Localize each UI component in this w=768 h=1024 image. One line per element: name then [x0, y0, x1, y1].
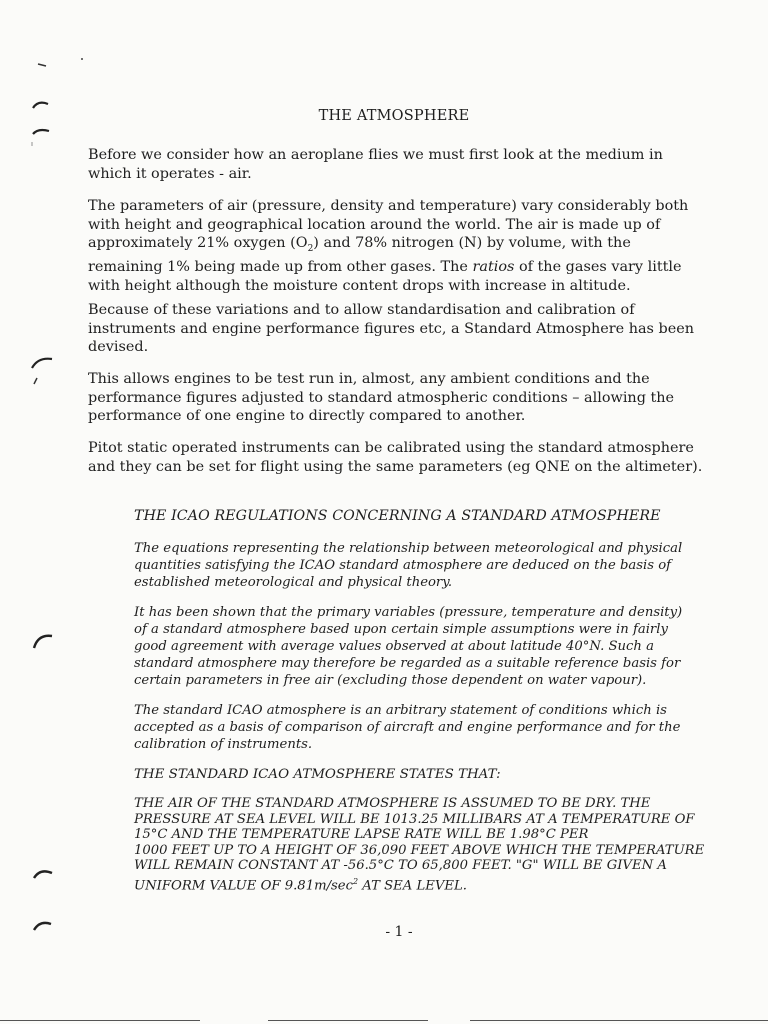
scan-mark-icon	[30, 56, 90, 156]
paragraph-engines: This allows engines to be test run in, almost, any ambient conditions and the performance figures adjusted to standard atmospheric conditions – allowing the performance of one engine to directly compared to another.	[88, 371, 675, 424]
statement-line: PRESSURE AT SEA LEVEL WILL BE 1013.25 MILLIBARS AT A TEMPERATURE OF	[134, 811, 695, 827]
paragraph-pitot: Pitot static operated instruments can be calibrated using the standard atmosphere and they can be set for flight using the same parameters (eg QNE on the altimeter).	[88, 440, 703, 475]
icao-heading: THE ICAO REGULATIONS CONCERNING A STANDARD ATMOSPHERE	[134, 508, 661, 524]
paragraph-intro: Before we consider how an aeroplane flies we must first look at the medium in which it operates - air.	[88, 147, 663, 182]
statement-line: WILL REMAIN CONSTANT AT -56.5°C TO 65,800 FEET. "G" WILL BE GIVEN A	[134, 858, 667, 874]
icao-paragraph: The equations representing the relationship between meteorological and physical quantities satisfying the ICAO standard atmosphere are deduced on the basis of established meteorological and physical theory.	[134, 541, 683, 590]
scan-mark-icon	[30, 628, 60, 658]
footer-rule	[0, 1020, 200, 1021]
statement-line: UNIFORM VALUE OF $9.81m/\sec^2$ AT SEA LEVEL.	[134, 876, 467, 894]
icao-paragraph: The standard ICAO atmosphere is an arbitrary statement of conditions which is accepted as a basis of comparison of aircraft and engine performance and for the calibration of instruments.	[134, 703, 681, 752]
states-heading: THE STANDARD ICAO ATMOSPHERE STATES THAT:	[134, 767, 501, 782]
paragraph-variations: Because of these variations and to allow standardisation and calibration of instruments and engine performance figures etc, a Standard Atmosphere has been devised.	[88, 302, 695, 355]
statement-line: 15°C AND THE TEMPERATURE LAPSE RATE WILL BE 1.98°C PER	[134, 827, 589, 843]
statement-line: THE AIR OF THE STANDARD ATMOSPHERE IS ASSUMED TO BE DRY. THE	[134, 796, 651, 811]
footer-rule	[268, 1020, 428, 1021]
icao-paragraph: It has been shown that the primary variables (pressure, temperature and density) of a standard atmosphere based upon certain simple assumptions were in fairly good agreement with average values observed at about latitude 40°N. Such a standard atmosphere may therefore be regarded as a suitable reference basis for certain parameters in free air (excluding those dependent on water vapour).	[134, 605, 683, 688]
standard-atmosphere-statement	[134, 796, 734, 894]
statement-line: 1000 FEET UP TO A HEIGHT OF 36,090 FEET ABOVE WHICH THE TEMPERATURE	[134, 842, 705, 858]
paragraph-parameters: The parameters of air (pressure, density and temperature) vary considerably both with height and geographical location around the world. The air is made up of approximately 21% oxygen $(O_2)$ and 78% nitrogen (N) by volume, with the remaining 1% being made up from other gases. The ratios of the gases vary little with height although the moisture content drops with increase in altitude.	[88, 198, 689, 294]
page-number: - 1 -	[385, 924, 413, 940]
scan-mark-icon	[28, 352, 58, 392]
page-title: THE ATMOSPHERE	[318, 108, 470, 124]
footer-rule	[470, 1020, 768, 1021]
